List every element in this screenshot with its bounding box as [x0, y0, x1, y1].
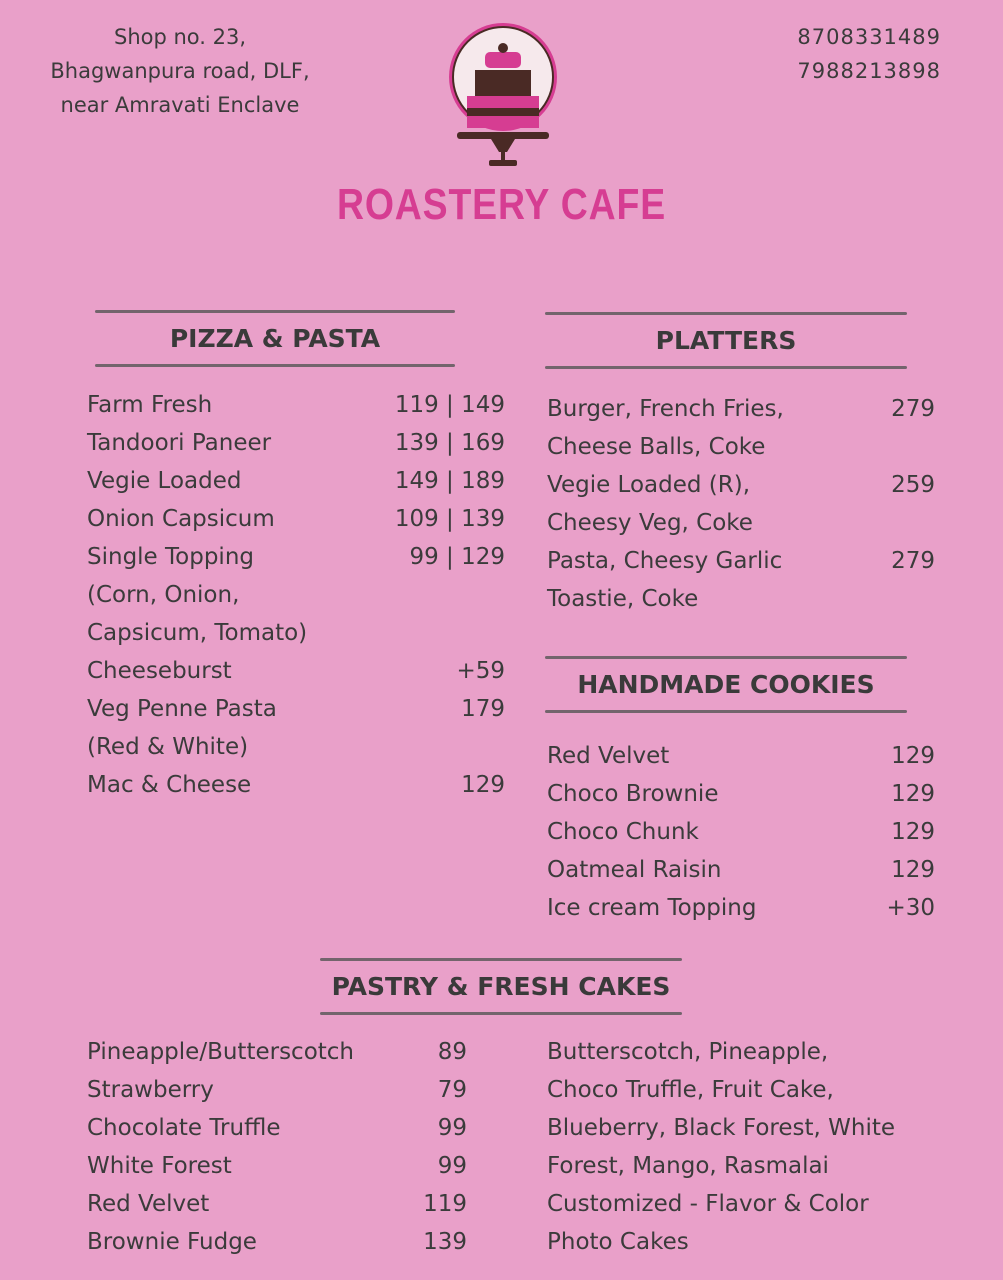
- cafe-name: ROASTERY CAFE: [336, 180, 666, 229]
- item-price: 119: [423, 1191, 467, 1217]
- menu-item: [547, 851, 935, 889]
- item-name: Red Velvet: [87, 1191, 210, 1217]
- cake-flavor-line: Photo Cakes: [547, 1229, 689, 1255]
- item-price: 129: [461, 772, 505, 798]
- phone-number[interactable]: 7988213898: [797, 59, 941, 83]
- menu-item: [547, 504, 935, 542]
- item-name: Capsicum, Tomato): [87, 620, 308, 646]
- menu-item: [87, 1147, 467, 1185]
- menu-item: [547, 813, 935, 851]
- item-price: 99: [437, 1115, 467, 1141]
- item-price: 139: [423, 1229, 467, 1255]
- item-price: 279: [891, 396, 935, 422]
- item-name: Onion Capsicum: [87, 506, 275, 532]
- shop-address: [30, 20, 330, 122]
- item-name: Brownie Fudge: [87, 1229, 257, 1255]
- item-price: 129: [891, 857, 935, 883]
- menu-item: [547, 428, 935, 466]
- item-price: 129: [891, 781, 935, 807]
- menu-item: [547, 542, 935, 580]
- menu-item: [87, 690, 505, 728]
- item-price: +59: [456, 658, 505, 684]
- item-name: Single Topping: [87, 544, 254, 570]
- item-name: Pasta, Cheesy Garlic: [547, 548, 783, 574]
- menu-item: [87, 462, 505, 500]
- item-name: Cheese Balls, Coke: [547, 434, 766, 460]
- item-name: Mac & Cheese: [87, 772, 252, 798]
- cake-flavor-line: Butterscotch, Pineapple,: [547, 1039, 829, 1065]
- item-name: Vegie Loaded: [87, 468, 242, 494]
- menu-item: [87, 386, 505, 424]
- cake-flavors-list: [547, 1033, 895, 1261]
- menu-item: [547, 737, 935, 775]
- menu-item: [547, 775, 935, 813]
- item-name: Vegie Loaded (R),: [547, 472, 751, 498]
- section-header-cookies: HANDMADE COOKIES: [545, 670, 907, 699]
- menu-item: [87, 614, 505, 652]
- item-name: Oatmeal Raisin: [547, 857, 722, 883]
- item-name: Tandoori Paneer: [87, 430, 272, 456]
- menu-item: [87, 1109, 467, 1147]
- item-price: 79: [437, 1077, 467, 1103]
- item-name: Chocolate Truffle: [87, 1115, 281, 1141]
- cookies-list: [547, 737, 935, 927]
- item-name: Cheesy Veg, Coke: [547, 510, 753, 536]
- item-price: 279: [891, 548, 935, 574]
- item-price: 129: [891, 819, 935, 845]
- menu-item: [87, 500, 505, 538]
- address-line: near Amravati Enclave: [60, 93, 300, 117]
- phone-number[interactable]: 8708331489: [797, 25, 941, 49]
- menu-item: [87, 424, 505, 462]
- item-name: Farm Fresh: [87, 392, 213, 418]
- item-name: (Red & White): [87, 734, 249, 760]
- item-price: 99: [437, 1153, 467, 1179]
- item-price: 109 | 139: [394, 506, 505, 532]
- item-name: Choco Brownie: [547, 781, 719, 807]
- item-price: 139 | 169: [394, 430, 505, 456]
- item-name: Ice cream Topping: [547, 895, 757, 921]
- item-price: 259: [891, 472, 935, 498]
- address-line: Shop no. 23,: [113, 25, 247, 49]
- item-name: Toastie, Coke: [547, 586, 699, 612]
- item-price: 179: [461, 696, 505, 722]
- menu-item: [87, 1223, 467, 1261]
- menu-item: [87, 1071, 467, 1109]
- item-price: 129: [891, 743, 935, 769]
- item-name: Red Velvet: [547, 743, 670, 769]
- cake-flavor-line: Blueberry, Black Forest, White: [547, 1115, 896, 1141]
- item-price: 119 | 149: [394, 392, 505, 418]
- item-price: +30: [886, 895, 935, 921]
- pizza-pasta-list: [87, 386, 505, 804]
- menu-item: [87, 728, 505, 766]
- menu-item: [547, 466, 935, 504]
- cake-flavor-line: Choco Truffle, Fruit Cake,: [547, 1077, 834, 1103]
- platters-list: [547, 390, 935, 618]
- section-header-pizza-pasta: PIZZA & PASTA: [95, 324, 455, 353]
- cake-flavor-line: Customized - Flavor & Color: [547, 1191, 869, 1217]
- menu-item: [87, 1033, 467, 1071]
- phone-numbers: [797, 20, 941, 88]
- item-name: Choco Chunk: [547, 819, 699, 845]
- cake-logo-icon: [445, 22, 561, 172]
- item-name: White Forest: [87, 1153, 232, 1179]
- menu-item: [87, 766, 505, 804]
- section-header-platters: PLATTERS: [545, 326, 907, 355]
- menu-item: [547, 889, 935, 927]
- item-name: Cheeseburst: [87, 658, 232, 684]
- item-name: Strawberry: [87, 1077, 214, 1103]
- cake-flavor-line: Forest, Mango, Rasmalai: [547, 1153, 829, 1179]
- pastry-list: [87, 1033, 467, 1261]
- item-name: Pineapple/Butterscotch: [87, 1039, 355, 1065]
- item-price: 89: [437, 1039, 467, 1065]
- menu-item: [547, 580, 935, 618]
- menu-item: [87, 538, 505, 576]
- section-header-pastry-cakes: PASTRY & FRESH CAKES: [320, 972, 682, 1001]
- address-line: Bhagwanpura road, DLF,: [50, 59, 310, 83]
- menu-item: [87, 576, 505, 614]
- menu-item: [547, 390, 935, 428]
- item-name: Burger, French Fries,: [547, 396, 784, 422]
- item-price: 149 | 189: [394, 468, 505, 494]
- item-price: 99 | 129: [409, 544, 505, 570]
- menu-item: [87, 652, 505, 690]
- menu-item: [87, 1185, 467, 1223]
- item-name: (Corn, Onion,: [87, 582, 240, 608]
- item-name: Veg Penne Pasta: [87, 696, 277, 722]
